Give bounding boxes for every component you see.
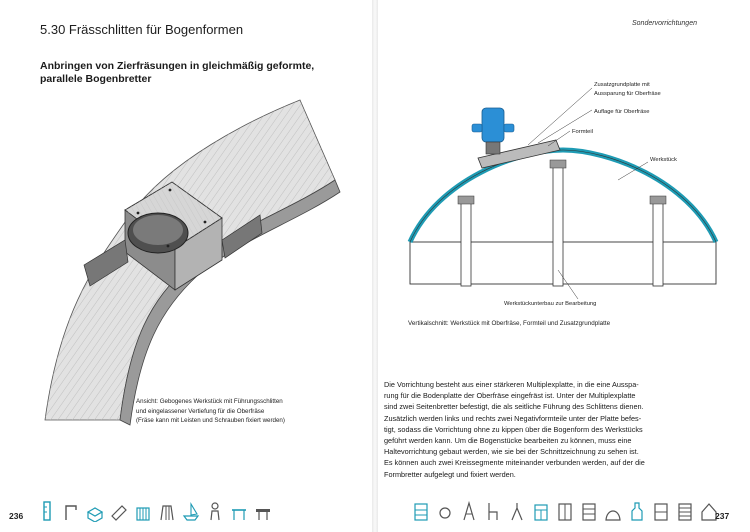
icon-strip-right [412,500,718,522]
shelf3-icon[interactable] [676,500,694,522]
body-line: rung für die Bodenplatte der Oberfräse eingefräst ist. Unter der Multiplexplatte [384,391,636,401]
board-icon[interactable] [110,500,128,522]
body-paragraph [384,379,714,480]
section-title: 5.30 Frässchlitten für Bogenformen [40,22,244,37]
frame-icon[interactable] [158,500,176,522]
bottle-icon[interactable] [628,500,646,522]
body-line: Zusätzlich werden links und rechts zwei Negativformteile unter der Platte befes- [384,413,642,423]
tools-icon[interactable] [508,500,526,522]
label-zusatz-2: Aussparung für Oberfräse [594,91,661,97]
caption-line: (Fräse kann mit Leisten und Schrauben fixiert werden) [136,417,285,424]
caption-line: und eingelassener Vertiefung für die Oberfräse [136,407,265,415]
body-line: sind zwei Seitenbretter befestigt, die als seitliche Führung des Schlittens dienen. [384,402,644,412]
compass-icon[interactable] [460,500,478,522]
arch-icon[interactable] [604,500,622,522]
body-line: geführt werden kann. Um die Bogenstücke bearbeiten zu können, muss eine [384,436,632,446]
body-line: Es können auch zwei Kreissegmente miteinander verbunden werden, auf der die [384,458,645,468]
cross-section-diagram [378,0,750,320]
caption-line: Ansicht: Gebogenes Werkstück mit Führungsschlitten [136,398,283,405]
body-line: tigt, sodass die Vorrichtung ohne zu kippen über die Bogenform des Werkstücks [384,424,643,434]
label-formteil: Formteil [572,129,593,135]
shelf2-icon[interactable] [652,500,670,522]
page-number-left: 236 [9,511,24,521]
shelf-icon[interactable] [532,500,550,522]
label-auflage: Auflage für Oberfräse [594,109,650,115]
body-line: Die Vorrichtung besteht aus einer stärkeren Multiplexplatte, in die eine Ausspa- [384,380,639,389]
left-caption [136,397,356,426]
person-icon[interactable] [206,500,224,522]
bench-icon[interactable] [254,500,272,522]
table-icon[interactable] [230,500,248,522]
left-page [0,0,372,532]
label-zusatz-1: Zusatzgrundplatte mit [594,82,650,88]
running-head: Sondervorrichtungen [632,20,697,27]
icon-strip-left [38,500,272,522]
diagram-caption: Vertikalschnitt: Werkstück mit Oberfräse, Formteil und Zusatzgrundplatte [408,320,611,327]
cabinet-icon[interactable] [556,500,574,522]
box-icon[interactable] [86,500,104,522]
right-page [378,0,750,532]
label-unterbau: Werkstückunterbau zur Bearbeitung [504,301,597,307]
stack-icon[interactable] [134,500,152,522]
curved-board-illustration [0,0,372,440]
body-line: Formbretter aufgelegt und fixiert werden. [384,469,516,479]
page-number-right: 237 [715,511,730,521]
ruler-icon[interactable] [38,500,56,522]
clamp-icon[interactable] [62,500,80,522]
section-subtitle: Anbringen von Zierfräsungen in gleichmäßig geformte, parallele Bogenbretter [40,60,315,85]
wall-icon[interactable] [412,500,430,522]
circle-icon[interactable] [436,500,454,522]
bookcase-icon[interactable] [580,500,598,522]
body-line: Haltevorrichtung gebaut werden, wie sie bei der Schnittzeichnung zu sehen ist. [384,447,639,457]
chair-icon[interactable] [484,500,502,522]
label-werkstueck: Werkstück [650,157,677,163]
boat-icon[interactable] [182,500,200,522]
